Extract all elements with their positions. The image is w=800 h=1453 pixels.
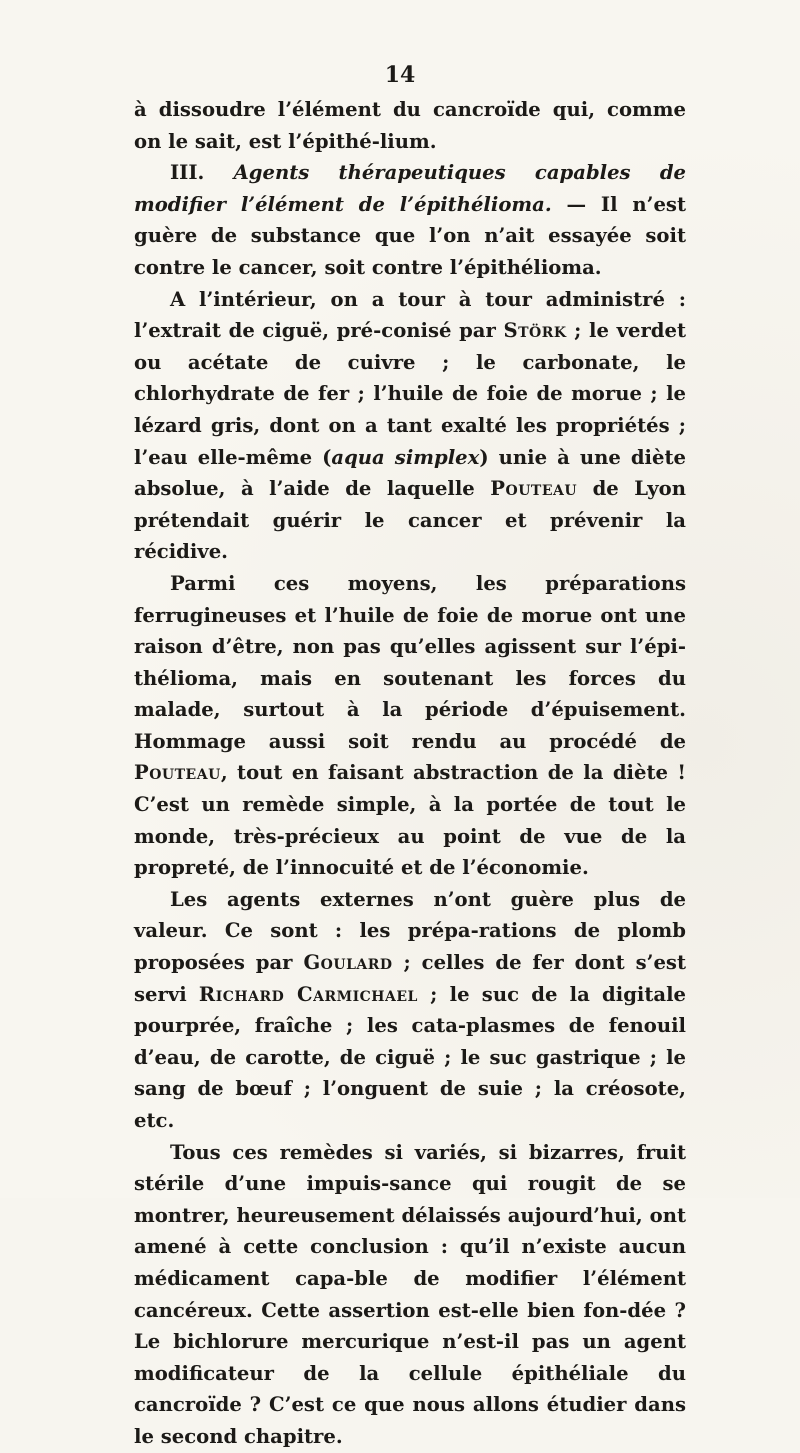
- aqua-simplex: aqua simplex: [331, 445, 480, 469]
- author-goulard: Goulard: [303, 951, 393, 975]
- paragraph-5-text-b: ; celles de fer dont s’est servi: [134, 951, 686, 1006]
- paragraph-1-text: à dissoudre l’élément du cancroïde qui, comme on le sait, est l’épithé-lium.: [134, 98, 686, 153]
- section-title: Agents thérapeutiques capables de modifier l’élément de l’épithélioma.: [134, 161, 687, 216]
- page-number: 14: [384, 62, 416, 88]
- paragraph-2-text: — Il n’est guère de substance que l’on n’ait essayée soit contre le cancer, soit contre l’épithélioma.: [134, 192, 686, 279]
- author-pouteau: Pouteau: [490, 477, 578, 501]
- paragraph-5-text-a: Les agents externes n’ont guère plus de valeur. Ce sont : les prépa-rations de plomb proposées par: [134, 887, 686, 975]
- paragraph-6-text: Tous ces remèdes si variés, si bizarres, fruit stérile d’une impuis-sance qui rougit de se montrer, heureusement délaissés aujourd’hui, ont amené à cette conclusion : qu’il n’existe aucun médicament capa-ble de modifier l’élément cancéreux. Cette assertion est-elle bien fon-dée ? Le bichlorure mercurique n’est-il pas un agent modificateur de la cellule épithéliale du cancroïde ? C’est ce que nous allons étudier dans le second chapitre.: [134, 1140, 686, 1448]
- author-storck: Störk: [503, 319, 567, 343]
- paragraph-6: [134, 1137, 686, 1453]
- section-numeral: III.: [170, 161, 205, 185]
- author-richard-carmichael: Richard Carmichael: [198, 982, 418, 1006]
- paragraph-4-text-b: , tout en faisant abstraction de la diète ! C’est un remède simple, à la portée de tout le monde, très-précieux au point de vue de la propreté, de l’innocuité et de l’économie.: [134, 761, 686, 880]
- paragraph-3: [134, 284, 686, 568]
- paragraph-2-section-heading: [134, 157, 686, 283]
- paragraph-5: [134, 884, 686, 1137]
- paragraph-4: [134, 568, 686, 884]
- paragraph-4-text-a: Parmi ces moyens, les préparations ferrugineuses et l’huile de foie de morue ont une raison d’être, non pas qu’elles agissent sur l’épi-thélioma, mais en soutenant les forces du malade, surtout à la période d’épuisement. Hommage aussi soit rendu au procédé de: [134, 571, 686, 753]
- paragraph-3-text-c: ) unie à une diète absolue, à l’aide de laquelle: [134, 445, 686, 501]
- paragraph-5-text-c: ; le suc de la digitale pourprée, fraîche ; les cata-plasmes de fenouil d’eau, de carotte, de ciguë ; le suc gastrique ; le sang de bœuf ; l’onguent de suie ; la créosote, etc.: [134, 982, 686, 1132]
- paragraph-3-text-a: A l’intérieur, on a tour à tour administré : l’extrait de ciguë, pré-conisé par: [134, 287, 686, 343]
- body-text: [134, 94, 686, 1453]
- paragraph-3-text-d: de Lyon prétendait guérir le cancer et prévenir la récidive.: [134, 477, 687, 564]
- paragraph-3-text-b: ; le verdet ou acétate de cuivre ; le carbonate, le chlorhydrate de fer ; l’huile de foie de morue ; le lézard gris, dont on a tant exalté les propriétés ; l’eau elle-même (: [134, 319, 686, 469]
- author-pouteau-2: Pouteau: [134, 761, 221, 785]
- paragraph-1: [134, 94, 686, 157]
